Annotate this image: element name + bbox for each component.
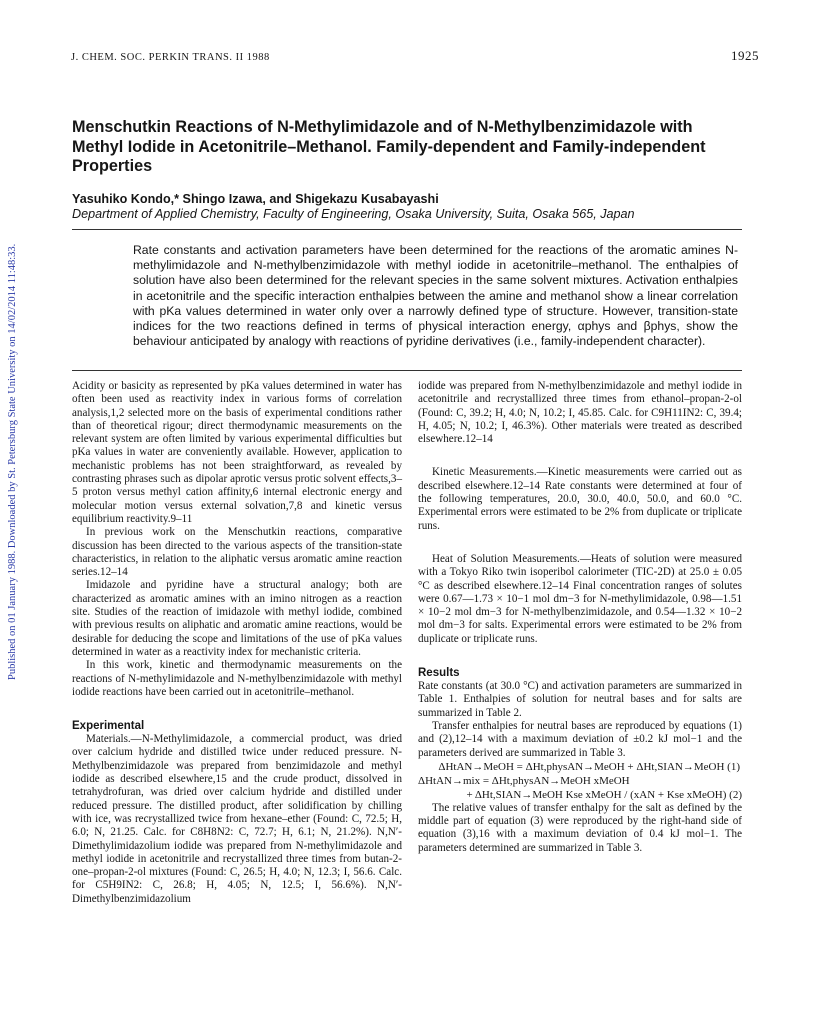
intro-paragraph-4: In this work, kinetic and thermodynamic measurements on the reactions of N-methylimidazole and N-methylbenzimidazole with methyl iodide reactions have been carried out in acetonitrile–methanol. [72, 659, 402, 698]
abstract: Rate constants and activation parameters have been determined for the reactions of the aromatic amines N-methylimidazole and N-methylbenzimidazole with methyl iodide in acetonitrile–methanol. The enthalpies of solution have also been determined for the relevant species in the same solvent mixtures. Activation enthalpies in acetonitrile and the specific interaction enthalpies between the amine and methanol show a linear correlation with pKa values determined in water only over a narrowly defined type of structure. However, transition-state indices for the two reactions defined in terms of physical interaction energy, αphys and βphys, show the behaviour anticipated by analogy with reactions of pyridine derivatives (i.e., family-independent character). [133, 243, 738, 349]
intro-paragraph-2: In previous work on the Menschutkin reactions, comparative discussion has been directed to the various aspects of the transition-state characteristics, in relation to the aliphatic versus aromatic amine reaction series.12–14 [72, 526, 402, 579]
equation-2-line-2: + ΔHt,SIAN→MeOH Kse xMeOH / (xAN + Kse xMeOH) (2) [466, 788, 742, 801]
results-heading: Results [418, 667, 460, 680]
materials-paragraph: Materials.—N-Methylimidazole, a commercial product, was dried over calcium hydride and distilled twice under reduced pressure. N-Methylbenzimidazole was prepared from benzimidazole and methyl iodide as described elsewhere,15 and the crude product, dissolved in tetrahydrofuran, was dried over calcium hydride and distilled under reduced pressure. The distilled product, after solidification by chilling with ice, was recrystallized twice from hexane–ether (Found: C, 72.5; H, 6.0; N, 21.25. Calc. for C8H8N2: C, 72.7; H, 6.1; N, 21.2%). N,N′-Dimethylimidazolium iodide was prepared from N-methylimidazole and methyl iodide in acetonitrile and recrystallized three times from butan-2-one–propan-2-ol mixtures (Found: C, 26.5; H, 4.0; N, 12.3; I, 56.6. Calc. for C5H9IN2: C, 26.8; H, 4.05; N, 12.5; I, 56.6%). N,N′-Dimethylbenzimidazolium [72, 733, 402, 905]
article-title: Menschutkin Reactions of N-Methylimidazole and of N-Methylbenzimidazole with Methyl Iodide in Acetonitrile–Methanol. Family-dependent and Family-independent Properties [72, 118, 706, 175]
author-block [72, 192, 732, 222]
affiliation: Department of Applied Chemistry, Faculty of Engineering, Osaka University, Suita, Osaka 565, Japan [72, 207, 635, 221]
page-number: 1925 [731, 48, 759, 63]
download-watermark: Published on 01 January 1988. Downloaded by St. Petersburg State University on 14/02/2014 11:48:33. [7, 243, 18, 680]
results-paragraph-1: Rate constants (at 30.0 °C) and activation parameters are summarized in Table 1. Enthalpies of solution for neutral bases and for salts are summarized in Table 2. [418, 680, 742, 719]
kinetic-paragraph: Kinetic Measurements.—Kinetic measurements were carried out as described elsewhere.12–14 Rate constants were determined at four of the following temperatures, 20.0, 30.0, 40.0, 50.0, and 60.0 °C. Experimental errors were estimated to be 2% from duplicate or triplicate runs. [418, 466, 742, 532]
experimental-heading: Experimental [72, 720, 145, 733]
author-names: Yasuhiko Kondo,* Shingo Izawa, and Shigekazu Kusabayashi [72, 192, 439, 206]
left-column [72, 380, 402, 906]
divider-top [72, 229, 742, 230]
divider-bottom [72, 370, 742, 371]
equation-2-line-1: ΔHtAN→mix = ΔHt,physAN→MeOH xMeOH [418, 774, 630, 787]
equation-1: ΔHtAN→MeOH = ΔHt,physAN→MeOH + ΔHt,SIAN→MeOH (1) [438, 760, 740, 773]
heat-of-solution-paragraph: Heat of Solution Measurements.—Heats of solution were measured with a Tokyo Riko twin isoperibol calorimeter (TIC-2D) at 25.0 ± 0.05 °C as described elsewhere.12–14 Final concentration ranges of solutes were 0.67—1.73 × 10−1 mol dm−3 for N-methylimidazole, 0.98—1.51 × 10−2 mol dm−3 for N-methylbenzimidazole, and 0.54—1.32 × 10−2 mol dm−3 for salts. Experimental errors were estimated to be 2% from duplicate or triplicate runs. [418, 552, 742, 645]
results-paragraph-3: The relative values of transfer enthalpy for the salt as defined by the middle part of equation (3) were reproduced by the right-hand side of equation (3),16 with a maximum deviation of 0.4 kJ mol−1. The parameters determined are summarized in Table 3. [418, 801, 742, 854]
intro-paragraph-3: Imidazole and pyridine have a structural analogy; both are characterized as aromatic amines with an imino nitrogen as a reaction site. Studies of the reaction of imidazole with methyl iodide, combined with previous results on aliphatic and aromatic amine reactions, would be desirable for deducing the scope and limitations of the use of pKa values determined in water as a reactivity index for mechanistic criteria. [72, 579, 402, 658]
right-column [418, 380, 742, 855]
intro-paragraph-1: Acidity or basicity as represented by pKa values determined in water has often been used as reactivity index in various forms of correlation analysis,1,2 selected more on the basis of experimental conditions rather than of theoretical rigour; direct thermodynamic measurements on the relevant system are often limited by various experimental difficulties but pKa values in water are conveniently available. However, application to mechanistic problems has not been straightforward, as revealed by contrasting phrases such as dipolar aprotic versus protic solvent effects,3–5 proton versus methyl cation affinity,6 internal electronic energy and molecular motion versus external solvation,7,8 and kinetic versus equilibrium reactivity.9–11 [72, 380, 402, 525]
results-paragraph-2: Transfer enthalpies for neutral bases are reproduced by equations (1) and (2),12–14 with a maximum deviation of ±0.2 kJ mol−1 and the parameters derived are summarized in Table 3. [418, 719, 742, 759]
materials-continued: iodide was prepared from N-methylbenzimidazole and methyl iodide in acetonitrile and recrystallized three times from ethanol–propan-2-ol (Found: C, 39.2; H, 4.0; N, 10.2; I, 45.85. Calc. for C9H11IN2: C, 39.4; H, 4.05; N, 10.2; I, 46.3%). Other materials were treated as described elsewhere.12–14 [418, 380, 742, 446]
running-header: J. CHEM. SOC. PERKIN TRANS. II 1988 [71, 52, 270, 63]
